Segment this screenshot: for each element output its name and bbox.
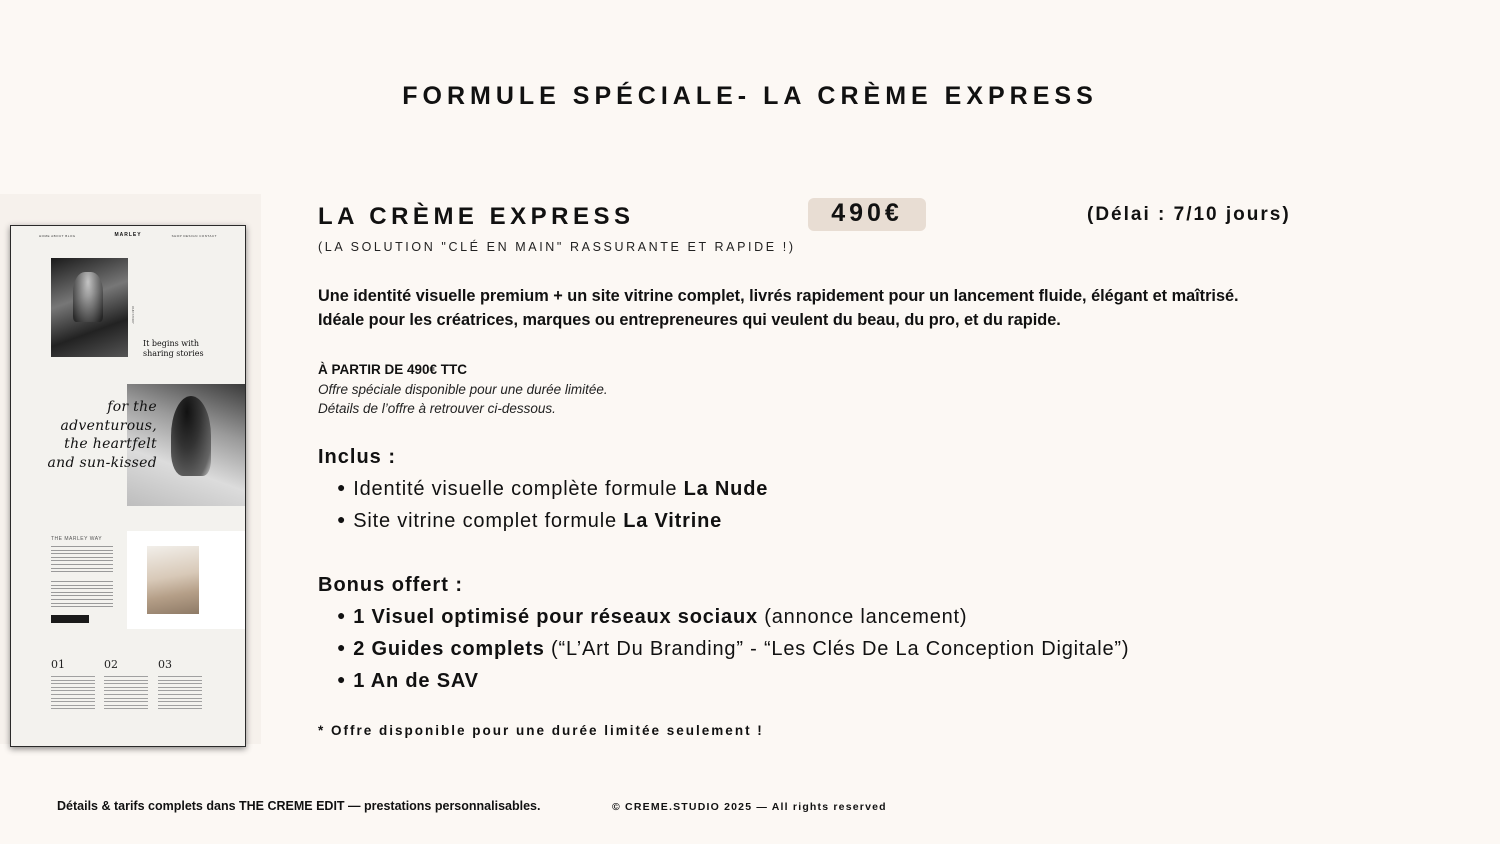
offer-intro bbox=[318, 284, 1239, 332]
page-title: FORMULE SPÉCIALE- LA CRÈME EXPRESS bbox=[402, 82, 1098, 110]
offer-note: Détails de l’offre à retrouver ci-dessous. bbox=[318, 401, 556, 416]
mockup-logo: MARLEY bbox=[114, 232, 142, 238]
mockup-column-text bbox=[158, 676, 202, 712]
makeup-brushes-photo bbox=[51, 258, 128, 357]
bullet-icon: ● bbox=[337, 639, 347, 655]
mockup-tagline: It begins with sharing stories bbox=[143, 339, 204, 358]
from-price: À PARTIR DE 490€ TTC bbox=[318, 362, 468, 377]
delivery-delay: (Délai : 7/10 jours) bbox=[1087, 204, 1291, 225]
included-item: ● Site vitrine complet formule La Vitrine bbox=[337, 510, 723, 532]
bonus-title: Bonus offert : bbox=[318, 574, 464, 596]
mockup-column-text bbox=[51, 676, 95, 712]
mockup-number: 02 bbox=[104, 658, 118, 671]
mockup-paragraph bbox=[51, 581, 113, 610]
mockup-column-text bbox=[104, 676, 148, 712]
mockup-nav-right: SHOP DESIGN CONTACT bbox=[171, 234, 217, 238]
mockup-section-label: THE MARLEY WAY bbox=[51, 536, 103, 542]
offer-title: LA CRÈME EXPRESS bbox=[318, 203, 635, 230]
footer-copyright: © CREME.STUDIO 2025 — All rights reserved bbox=[612, 801, 887, 813]
mockup-number: 01 bbox=[51, 658, 65, 671]
mockup-script-text: for the adventurous, the heartfelt and sun-kissed bbox=[47, 399, 157, 471]
mockup-number: 03 bbox=[158, 658, 172, 671]
bonus-item: ● 1 An de SAV bbox=[337, 670, 479, 692]
mockup-paragraph bbox=[51, 546, 113, 575]
bonus-item: ● 2 Guides complets (“L’Art Du Branding” - “Les Clés De La Conception Digitale”) bbox=[337, 638, 1130, 660]
mockup-button bbox=[51, 615, 89, 623]
bullet-icon: ● bbox=[337, 607, 347, 623]
offer-disclaimer: * Offre disponible pour une durée limitée seulement ! bbox=[318, 723, 764, 738]
included-item: ● Identité visuelle complète formule La Nude bbox=[337, 478, 769, 500]
bullet-icon: ● bbox=[337, 511, 347, 527]
included-title: Inclus : bbox=[318, 446, 397, 468]
website-mockup bbox=[10, 225, 246, 747]
mockup-nav-left: HOME ABOUT BLOG bbox=[39, 234, 76, 238]
mockup-vertical-text: OUR STORY bbox=[131, 306, 135, 324]
intro-line: Une identité visuelle premium + un site vitrine complet, livrés rapidement pour un lancement fluide, élégant et maîtrisé. bbox=[318, 287, 1239, 305]
bonus-item: ● 1 Visuel optimisé pour réseaux sociaux (annonce lancement) bbox=[337, 606, 968, 628]
footer-details: Détails & tarifs complets dans THE CREME EDIT — prestations personnalisables. bbox=[57, 799, 541, 813]
offer-note: Offre spéciale disponible pour une durée limitée. bbox=[318, 382, 608, 397]
price-badge: 490€ bbox=[808, 198, 926, 231]
bullet-icon: ● bbox=[337, 479, 347, 495]
bullet-icon: ● bbox=[337, 671, 347, 687]
offer-subtitle: (LA SOLUTION "CLÉ EN MAIN" RASSURANTE ET RAPIDE !) bbox=[318, 240, 796, 254]
desert-dunes-photo bbox=[147, 546, 199, 614]
intro-line: Idéale pour les créatrices, marques ou entrepreneures qui veulent du beau, du pro, et du rapide. bbox=[318, 311, 1061, 329]
